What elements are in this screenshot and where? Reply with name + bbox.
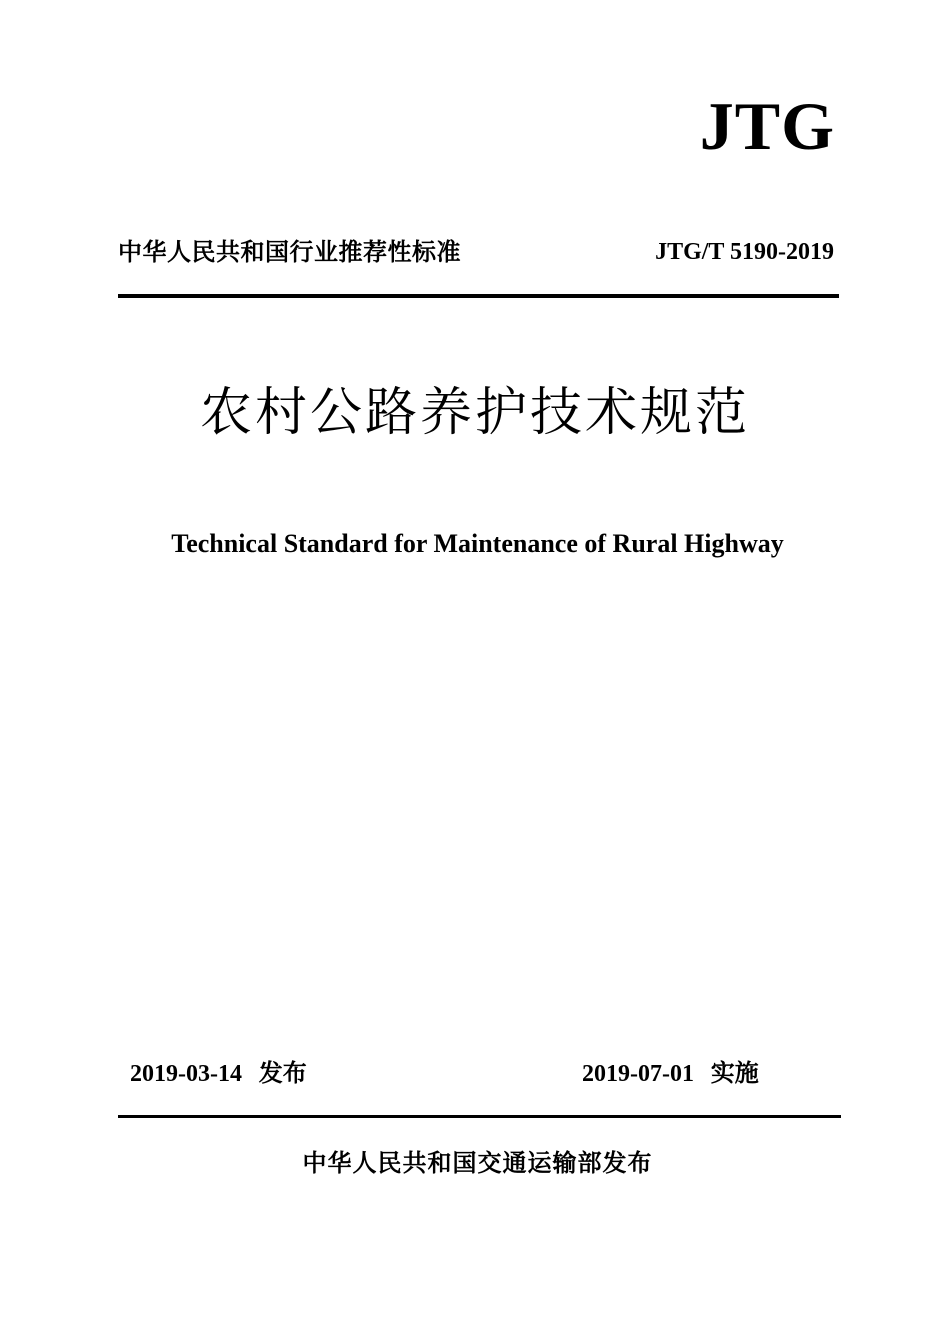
jtg-mark: JTG xyxy=(699,88,835,164)
implementation-date-block xyxy=(582,1057,759,1090)
standard-category: 中华人民共和国行业推荐性标准 xyxy=(118,238,461,266)
issue-date: 2019-03-14 xyxy=(130,1061,242,1087)
implementation-date: 2019-07-01 xyxy=(582,1061,694,1087)
standard-code: JTG/T 5190-2019 xyxy=(655,239,834,265)
publisher: 中华人民共和国交通运输部发布 xyxy=(302,1149,653,1177)
document-title-english: Technical Standard for Maintenance of Rural Highway xyxy=(171,529,784,558)
issue-date-block xyxy=(130,1057,307,1090)
document-title-chinese: 农村公路养护技术规范 xyxy=(199,383,750,443)
issue-label: 发布 xyxy=(258,1059,307,1087)
implementation-label: 实施 xyxy=(710,1059,759,1087)
footer-divider xyxy=(118,1115,841,1118)
header-divider xyxy=(118,294,839,298)
